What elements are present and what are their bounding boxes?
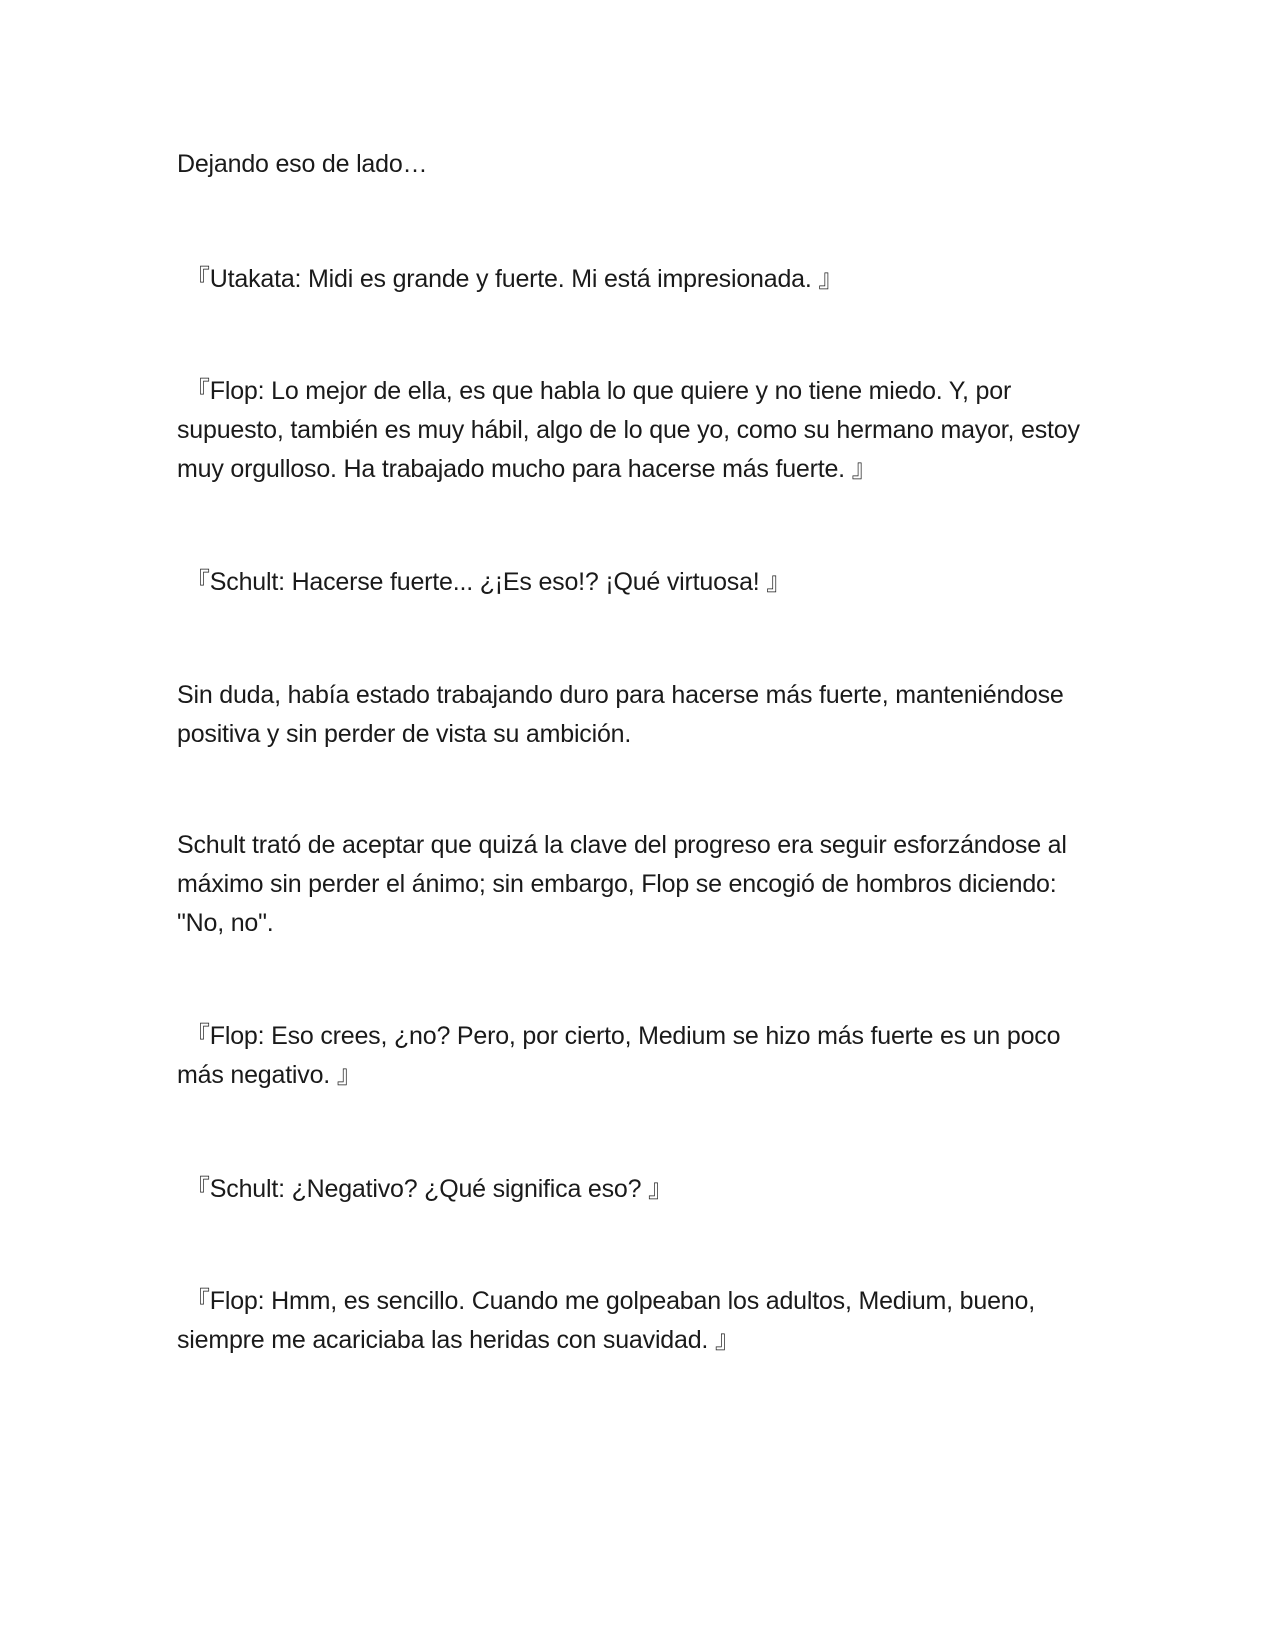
- dialogue-paragraph: 『Schult: Hacerse fuerte... ¿¡Es eso!? ¡Qué virtuosa! 』: [185, 568, 792, 596]
- narration-paragraph: Sin duda, había estado trabajando duro para hacerse más fuerte, manteniéndose positiva y sin perder de vista su ambición.: [177, 681, 1064, 748]
- dialogue-paragraph: 『Schult: ¿Negativo? ¿Qué significa eso? 』: [185, 1175, 673, 1203]
- narration-paragraph: Dejando eso de lado…: [177, 150, 428, 178]
- dialogue-paragraph: 『Utakata: Midi es grande y fuerte. Mi está impresionada. 』: [185, 265, 844, 293]
- narration-paragraph: Schult trató de aceptar que quizá la clave del progreso era seguir esforzándose al máximo sin perder el ánimo; sin embargo, Flop se encogió de hombros diciendo: "No, no".: [177, 831, 1067, 937]
- dialogue-paragraph: 『Flop: Hmm, es sencillo. Cuando me golpeaban los adultos, Medium, bueno, siempre me acariciaba las heridas con suavidad. 』: [177, 1287, 1035, 1354]
- dialogue-paragraph: 『Flop: Lo mejor de ella, es que habla lo que quiere y no tiene miedo. Y, por supuesto, también es muy hábil, algo de lo que yo, como su hermano mayor, estoy muy orgulloso. Ha trabajado mucho para hacerse más fuerte. 』: [177, 377, 1080, 483]
- dialogue-paragraph: 『Flop: Eso crees, ¿no? Pero, por cierto, Medium se hizo más fuerte es un poco más negativo. 』: [177, 1022, 1061, 1089]
